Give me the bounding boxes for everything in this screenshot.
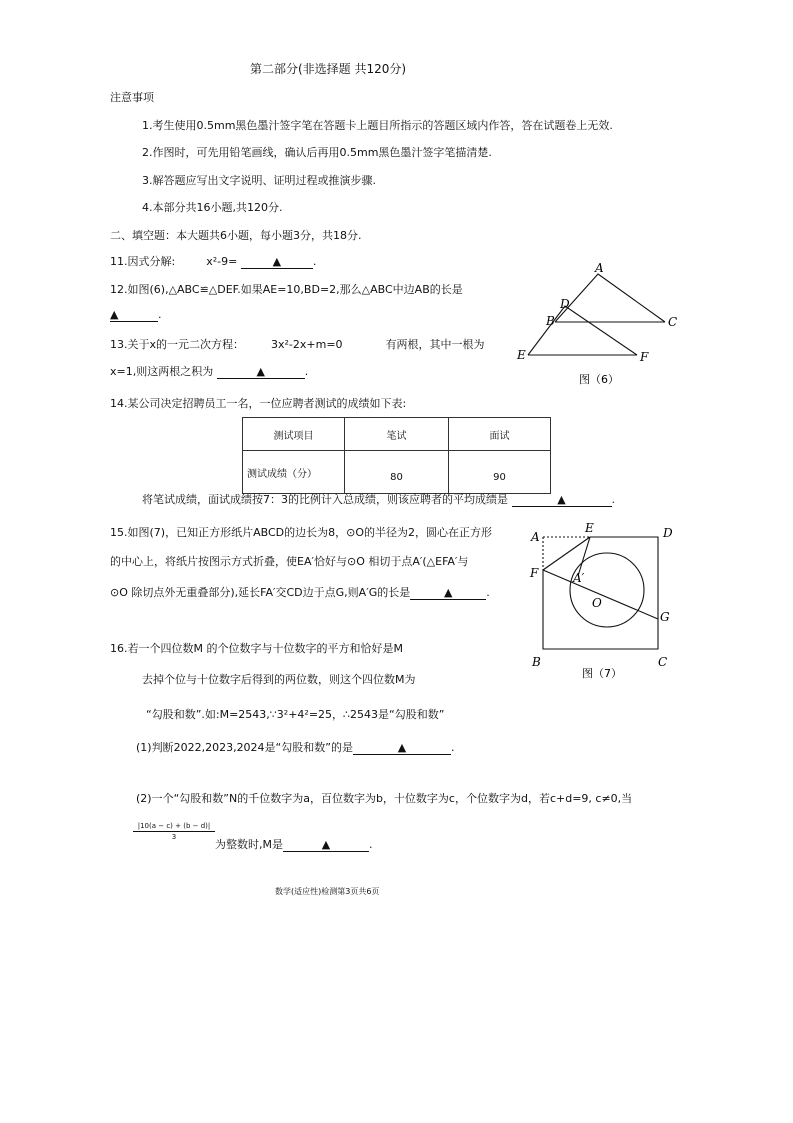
label-e: E — [517, 348, 526, 362]
triangle-mark: ▲ — [397, 741, 407, 754]
table-cell: 80 — [345, 451, 449, 494]
q11-expr: x²-9= — [206, 255, 238, 268]
label-c: C — [668, 315, 678, 329]
answer-blank[interactable] — [353, 741, 451, 755]
question-16-line3: “勾股和数”.如:M=2543,∵3²+4²=25，∴2543是“勾股和数” — [146, 708, 445, 721]
segment-fg — [543, 570, 658, 619]
fraction-numerator: |10(a − c) + (b − d)| — [133, 822, 215, 832]
table-header: 面试 — [449, 418, 551, 451]
q13-end: . — [304, 365, 309, 378]
question-15-line2: 的中心上，将纸片按图示方式折叠，使EA′恰好与⊙O 相切于点A′(△EFA′与 — [110, 555, 469, 568]
fill-section-heading: 二、填空题：本大题共6小题，每小题3分，共18分. — [110, 229, 362, 242]
table-header: 测试项目 — [243, 418, 345, 451]
triangle-mark: ▲ — [256, 365, 265, 378]
label-f: F — [640, 350, 649, 364]
q16-part1-end: . — [450, 741, 455, 754]
question-12: 12.如图(6),△ABC≌△DEF.如果AE=10,BD=2,那么△ABC中边AB的长是 — [110, 283, 463, 296]
q13-text2: 有两根，其中一根为 — [385, 338, 485, 351]
q15-end: . — [486, 586, 490, 599]
triangle-mark: ▲ — [557, 493, 566, 506]
q15-line3-text: ⊙O 除切点外无重叠部分),延长FA′交CD边于点G,则A′G的长是 — [110, 586, 411, 599]
label-b: B — [532, 655, 541, 669]
q16-part2-tail-text: 为整数时,M是 — [215, 838, 283, 851]
label-b: B — [546, 314, 555, 328]
question-14: 14.某公司决定招聘员工一名，一位应聘者测试的成绩如下表: — [110, 397, 407, 410]
answer-blank[interactable] — [241, 255, 313, 269]
q11-text: 11.因式分解: — [110, 255, 176, 268]
triangle-def — [528, 306, 637, 355]
triangle-mark: ▲ — [272, 255, 282, 268]
notes-heading: 注意事项 — [110, 91, 154, 104]
triangle-mark: ▲ — [321, 838, 331, 851]
q14-line2-text: 将笔试成绩，面试成绩按7：3的比例计入总成绩，则该应聘者的平均成绩是 — [142, 493, 508, 506]
answer-blank[interactable] — [410, 586, 486, 600]
q16-part2-end: . — [369, 838, 373, 851]
answer-blank[interactable] — [512, 493, 612, 507]
triangle-mark: ▲ — [110, 308, 119, 321]
question-15-line1: 15.如图(7)，已知正方形纸片ABCD的边长为8，⊙O的半径为2，圆心在正方形 — [110, 526, 492, 539]
answer-blank[interactable] — [217, 365, 305, 379]
circle-o — [570, 553, 644, 627]
table-row — [243, 451, 551, 494]
answer-blank[interactable] — [110, 308, 158, 322]
table-cell: 测试成绩（分） — [243, 451, 345, 494]
label-e: E — [585, 521, 594, 535]
q13-text: 13.关于x的一元二次方程： — [110, 338, 245, 351]
note-item: 4.本部分共16小题,共120分. — [142, 201, 283, 214]
q12-answer-line — [110, 308, 162, 322]
table-header: 笔试 — [345, 418, 449, 451]
label-a: A — [531, 530, 540, 544]
label-a: A — [595, 262, 604, 275]
section-title: 第二部分(非选择题 共120分) — [250, 62, 407, 76]
answer-blank[interactable] — [283, 838, 369, 852]
fraction — [133, 822, 215, 841]
question-16-line1: 16.若一个四位数M 的个位数字与十位数字的平方和恰好是M — [110, 642, 403, 655]
fraction-denominator: 3 — [171, 833, 177, 841]
question-15-line3 — [110, 584, 490, 600]
figure-6-caption: 图（6） — [579, 373, 619, 386]
q12-end: . — [158, 308, 162, 321]
q16-part1-text: (1)判断2022,2023,2024是“勾股和数”的是 — [136, 741, 353, 754]
q16-part1 — [136, 739, 454, 755]
q11-end: . — [312, 255, 317, 268]
q13-line2 — [110, 363, 308, 379]
triangle-abc — [555, 274, 665, 322]
label-o: O — [592, 596, 602, 610]
triangle-mark: ▲ — [443, 586, 453, 599]
table-row — [243, 418, 551, 451]
note-item: 2.作图时，可先用铅笔画线，确认后再用0.5mm黑色墨汁签字笔描清楚. — [142, 146, 492, 159]
q13-equation: 3x²-2x+m=0 — [271, 338, 343, 351]
label-d: D — [663, 526, 673, 540]
label-c: C — [658, 655, 668, 669]
table-cell: 90 — [449, 451, 551, 494]
label-d: D — [560, 297, 570, 311]
q16-part2: (2)一个“勾股和数”N的千位数字为a，百位数字为b，十位数字为c，个位数字为d，若c+d=9, c≠0,当 — [136, 792, 633, 805]
note-item: 1.考生使用0.5mm黑色墨汁签字笔在答题卡上题目所指示的答题区域内作答，答在试题卷上无效. — [142, 119, 613, 132]
question-16-line2: 去掉个位与十位数字后得到的两位数，则这个四位数M为 — [142, 673, 416, 686]
figure-6 — [505, 262, 695, 392]
question-11 — [110, 253, 316, 269]
note-item: 3.解答题应写出文字说明、证明过程或推演步骤. — [142, 174, 376, 187]
q14-end: . — [611, 493, 615, 506]
q14-line2 — [142, 491, 615, 507]
page-footer: 数学(适应性)检测第3页共6页 — [275, 887, 380, 896]
label-a-prime: A′ — [573, 571, 585, 585]
segment-ef — [543, 537, 590, 570]
question-13 — [110, 336, 485, 352]
figure-7 — [522, 516, 692, 684]
q16-part2-tail — [215, 836, 373, 852]
figure-7-caption: 图（7） — [582, 667, 622, 680]
score-table — [242, 417, 551, 494]
label-f: F — [530, 566, 539, 580]
q13-line2-text: x=1,则这两根之积为 — [110, 365, 214, 378]
label-g: G — [660, 610, 670, 624]
